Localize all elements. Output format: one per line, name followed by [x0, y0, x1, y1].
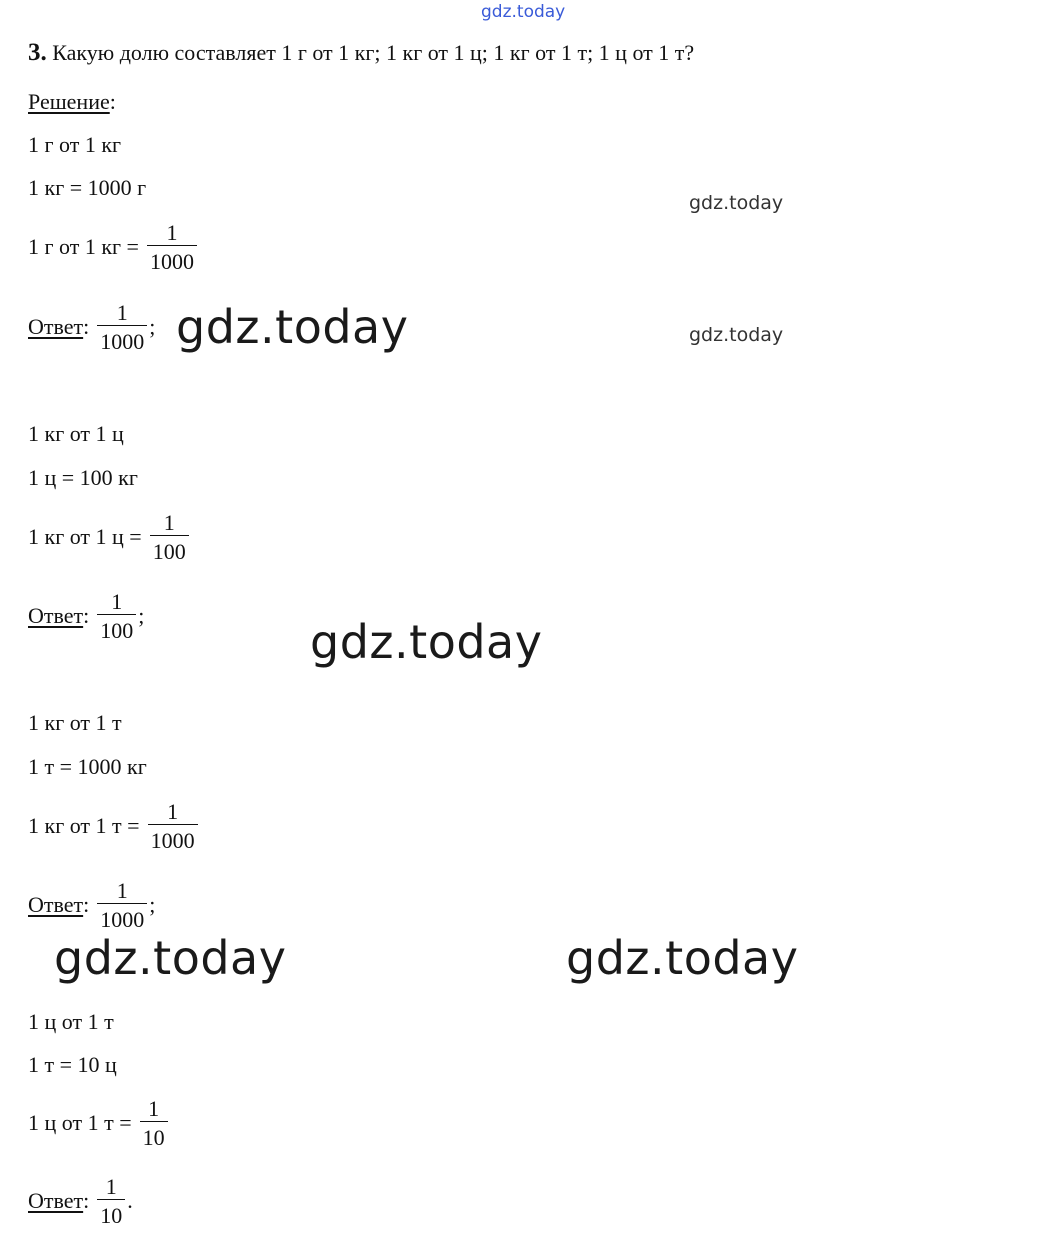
- part-3-equation: [28, 799, 198, 853]
- part-4-answer: [28, 1174, 133, 1228]
- fraction: [97, 589, 136, 643]
- fraction-numerator: 1: [116, 300, 128, 325]
- equation-lhs: 1 ц от 1 т =: [28, 1110, 132, 1135]
- part-1-relation: 1 кг = 1000 г: [28, 175, 147, 200]
- part-1-answer: [28, 300, 155, 354]
- fraction-numerator: 1: [116, 878, 128, 903]
- part-4-equation: [28, 1096, 168, 1150]
- equation-lhs: 1 кг от 1 т =: [28, 813, 140, 838]
- fraction-numerator: 1: [167, 799, 179, 824]
- part-1-title: 1 г от 1 кг: [28, 132, 122, 157]
- fraction-denominator: 10: [140, 1121, 168, 1150]
- fraction-denominator: 10: [97, 1199, 125, 1228]
- fraction: [148, 799, 198, 853]
- fraction-denominator: 1000: [148, 824, 198, 853]
- fraction-denominator: 100: [97, 614, 136, 643]
- watermark-small-1: gdz.today: [689, 192, 784, 214]
- fraction-denominator: 1000: [97, 903, 147, 932]
- answer-label: Ответ:: [28, 892, 90, 917]
- solution-heading: [28, 89, 116, 115]
- fraction: [147, 220, 197, 274]
- answer-end: ;: [149, 314, 156, 339]
- task-text: Какую долю составляет 1 г от 1 кг; 1 кг от 1 ц; 1 кг от 1 т; 1 ц от 1 т?: [52, 40, 695, 65]
- fraction: [150, 510, 189, 564]
- fraction-numerator: 1: [148, 1096, 160, 1121]
- equation-lhs: 1 кг от 1 ц =: [28, 524, 142, 549]
- watermark-large-1: gdz.today: [176, 300, 409, 354]
- solution-colon: :: [109, 89, 116, 114]
- fraction: [97, 300, 147, 354]
- fraction-numerator: 1: [166, 220, 178, 245]
- answer-label: Ответ:: [28, 314, 90, 339]
- answer-label: Ответ:: [28, 1188, 90, 1213]
- answer-end: ;: [149, 892, 156, 917]
- part-2-answer: [28, 589, 144, 643]
- part-4-relation: 1 т = 10 ц: [28, 1052, 117, 1077]
- fraction-denominator: 1000: [97, 325, 147, 354]
- task-number: 3.: [28, 39, 47, 66]
- part-2-title: 1 кг от 1 ц: [28, 421, 124, 446]
- fraction: [97, 878, 147, 932]
- part-1-equation: [28, 220, 197, 274]
- part-3-title: 1 кг от 1 т: [28, 710, 122, 735]
- watermark-large-4: gdz.today: [566, 931, 799, 985]
- fraction-numerator: 1: [105, 1174, 117, 1199]
- task-statement: [28, 40, 694, 66]
- part-3-relation: 1 т = 1000 кг: [28, 754, 147, 779]
- fraction: [140, 1096, 168, 1150]
- solution-label: Решение: [28, 89, 110, 114]
- fraction: [97, 1174, 125, 1228]
- fraction-denominator: 1000: [147, 245, 197, 274]
- fraction-numerator: 1: [163, 510, 175, 535]
- equation-lhs: 1 г от 1 кг =: [28, 234, 139, 259]
- watermark-small-2: gdz.today: [689, 324, 784, 346]
- part-4-title: 1 ц от 1 т: [28, 1009, 114, 1034]
- watermark-large-2: gdz.today: [310, 615, 543, 669]
- part-2-relation: 1 ц = 100 кг: [28, 465, 138, 490]
- fraction-denominator: 100: [150, 535, 189, 564]
- watermark-top: gdz.today: [481, 2, 566, 22]
- answer-label: Ответ:: [28, 603, 90, 628]
- part-3-answer: [28, 878, 155, 932]
- part-2-equation: [28, 510, 189, 564]
- answer-end: ;: [138, 603, 145, 628]
- fraction-numerator: 1: [111, 589, 123, 614]
- watermark-large-3: gdz.today: [54, 931, 287, 985]
- answer-end: .: [127, 1188, 133, 1213]
